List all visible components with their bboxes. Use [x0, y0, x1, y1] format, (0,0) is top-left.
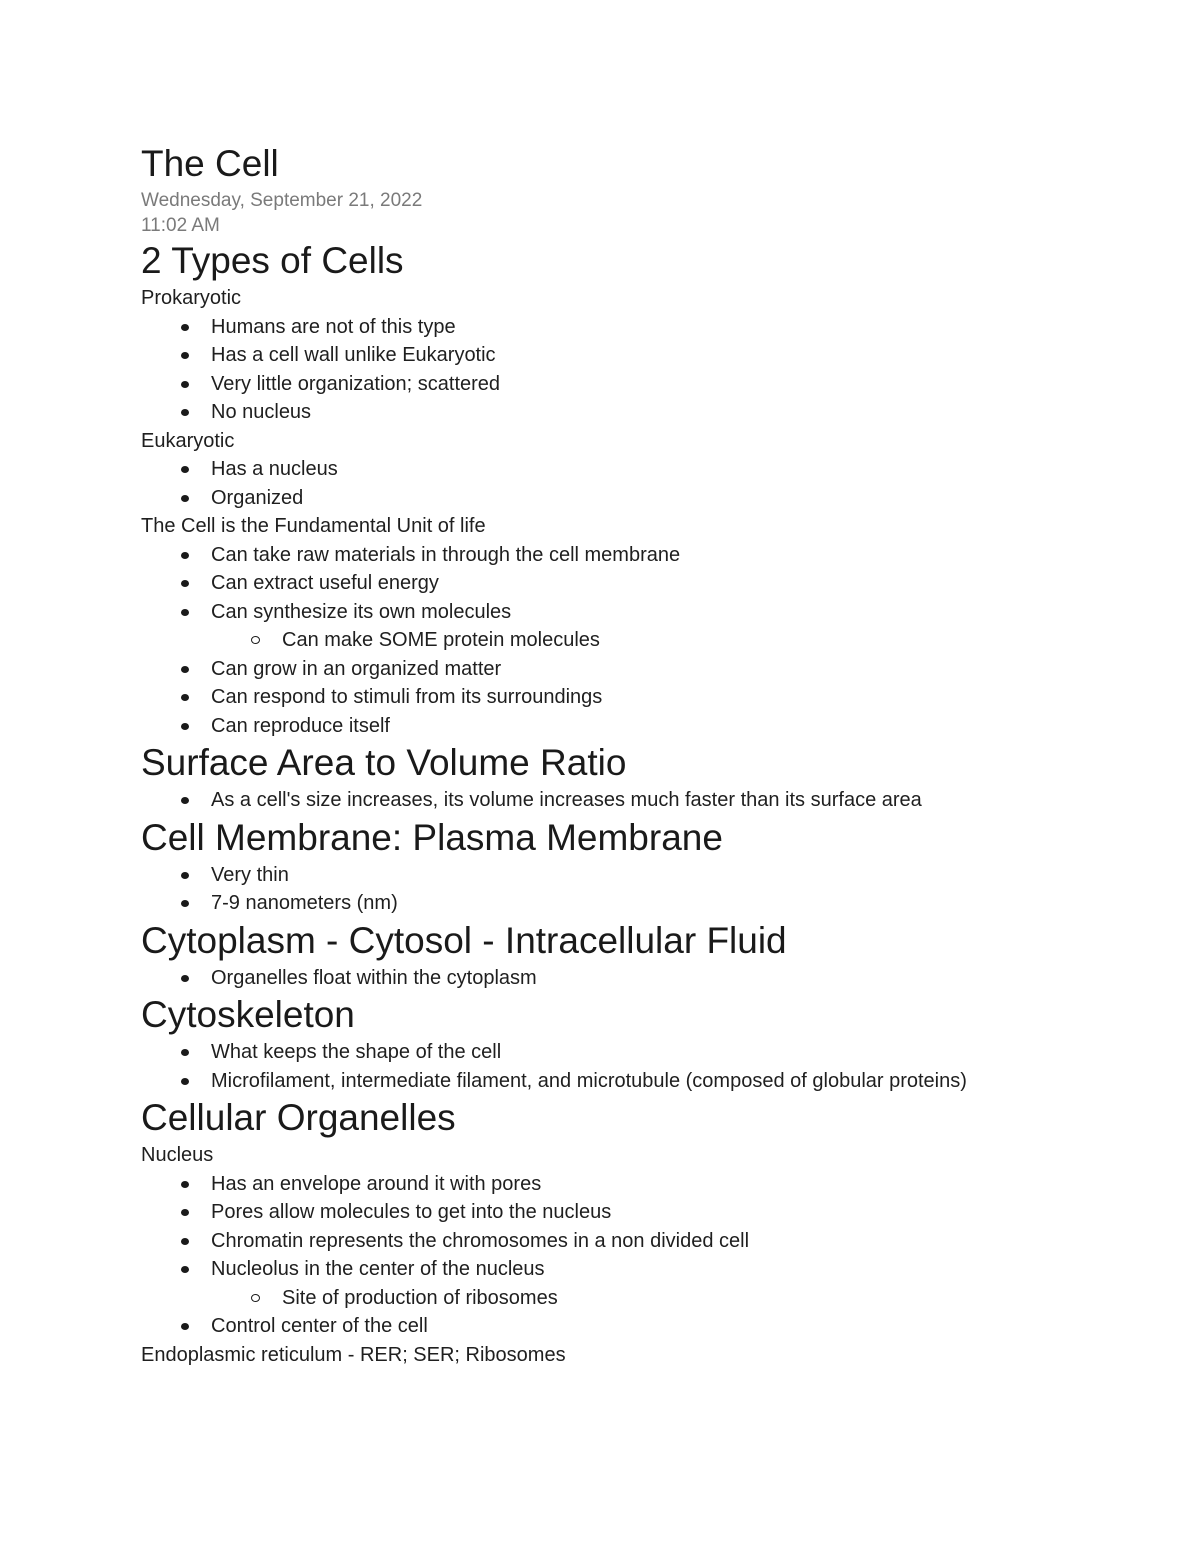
list-item: Organized [141, 484, 1141, 513]
list-item: Has a cell wall unlike Eukaryotic [141, 341, 1141, 370]
sub-list-item: Can make SOME protein molecules [141, 626, 1141, 655]
note-section [141, 815, 1141, 918]
sub-list-item: Site of production of ribosomes [141, 1284, 1141, 1313]
bullet-list [141, 786, 1141, 815]
note-section [141, 918, 1141, 993]
list-item: Organelles float within the cytoplasm [141, 964, 1141, 993]
bullet-list [141, 861, 1141, 918]
list-item: Has a nucleus [141, 455, 1141, 484]
list-item: Nucleolus in the center of the nucleus [141, 1255, 1141, 1284]
list-item: What keeps the shape of the cell [141, 1038, 1141, 1067]
note-date: Wednesday, September 21, 2022 [141, 190, 423, 211]
section-heading: Cell Membrane: Plasma Membrane [141, 816, 723, 858]
list-item: Microfilament, intermediate filament, and microtubule (composed of globular proteins) [141, 1067, 1141, 1096]
note-body [141, 238, 1141, 1369]
list-item: Very little organization; scattered [141, 370, 1141, 399]
bullet-list [141, 1038, 1141, 1095]
note-time: 11:02 AM [141, 215, 220, 236]
bullet-list [141, 541, 1141, 741]
bullet-list [141, 964, 1141, 993]
list-item: Control center of the cell [141, 1312, 1141, 1341]
list-item: Can respond to stimuli from its surroundings [141, 683, 1141, 712]
list-item: Can synthesize its own molecules [141, 598, 1141, 627]
list-item: As a cell's size increases, its volume increases much faster than its surface area [141, 786, 1141, 815]
list-item: Can reproduce itself [141, 712, 1141, 741]
block-label: Eukaryotic [141, 429, 235, 452]
list-item: Humans are not of this type [141, 313, 1141, 342]
section-heading: Surface Area to Volume Ratio [141, 742, 627, 783]
list-item: Can take raw materials in through the cell membrane [141, 541, 1141, 570]
bullet-list [141, 455, 1141, 512]
section-heading: Cytoskeleton [141, 994, 355, 1035]
list-item: No nucleus [141, 398, 1141, 427]
note-section [141, 1095, 1141, 1369]
list-item: Very thin [141, 861, 1141, 890]
note-section [141, 238, 1141, 740]
bullet-list [141, 313, 1141, 427]
note-page [141, 140, 1141, 1369]
note-section [141, 992, 1141, 1095]
section-heading: Cytoplasm - Cytosol - Intracellular Fluid [141, 919, 787, 961]
block-label: The Cell is the Fundamental Unit of life [141, 515, 486, 537]
note-section [141, 740, 1141, 815]
list-item: Has an envelope around it with pores [141, 1170, 1141, 1199]
list-item: Chromatin represents the chromosomes in a non divided cell [141, 1227, 1141, 1256]
block-label: Prokaryotic [141, 287, 242, 309]
block-label: Nucleus [141, 1144, 214, 1166]
list-item: Can grow in an organized matter [141, 655, 1141, 684]
list-item: 7-9 nanometers (nm) [141, 889, 1141, 918]
block-label: Endoplasmic reticulum - RER; SER; Ribosomes [141, 1343, 566, 1366]
list-item: Pores allow molecules to get into the nucleus [141, 1198, 1141, 1227]
bullet-list [141, 1170, 1141, 1341]
section-heading: Cellular Organelles [141, 1097, 456, 1138]
list-item: Can extract useful energy [141, 569, 1141, 598]
page-title: The Cell [141, 143, 279, 184]
section-heading: 2 Types of Cells [141, 240, 404, 281]
